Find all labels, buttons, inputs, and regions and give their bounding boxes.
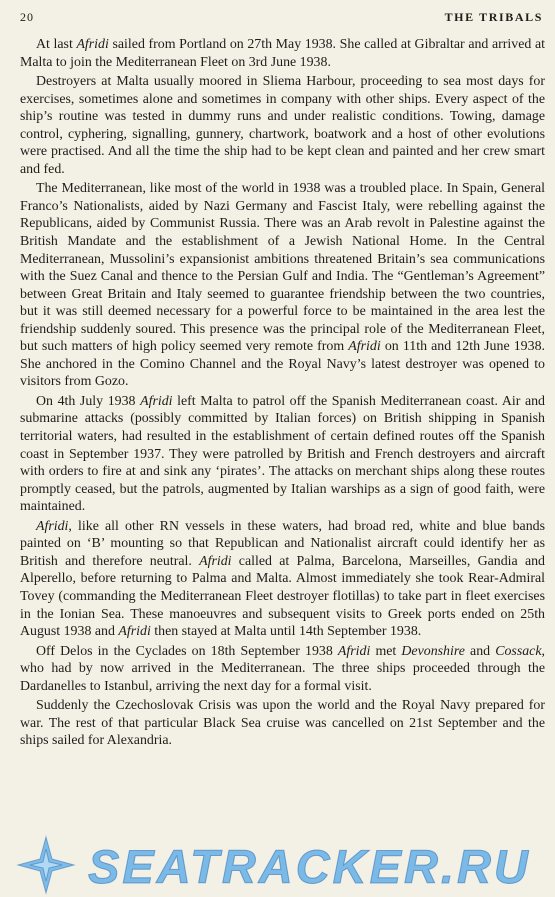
ship-name: Devonshire	[401, 643, 465, 659]
text-run: The Mediterranean, like most of the world in 1938 was a troubled place. In Spain, General Franco’s Nationalists, aided by Nazi Germany and Fascist Italy, were rebelling against the Republicans, aided by Communist Russia. There was an Arab revolt in Palestine against the British Mandate and the establishment of a Jewish National Home. In the Central Mediterranean, Mussolini’s expansionist ambitions threatened Britain’s sea communications with the Suez Canal and thence to the Persian Gulf and India. The “Gentleman’s Agreement” between Great Britain and Italy seemed to guarantee friendship between the two countries, but it was still deemed necessary for a powerful force to be maintained in the area lest the friendship suddenly soured. This presence was the principal role of the Mediterranean Fleet, but such matters of high policy seemed very remote from	[20, 181, 545, 355]
running-title: THE TRIBALS	[444, 10, 543, 24]
watermark-text: SEATRACKER.RU	[88, 840, 531, 893]
paragraph	[20, 643, 545, 696]
text-run: sailed from Portland on 27th May 1938. She called at Gibraltar and arrived at Malta to join the Mediterranean Fleet on 3rd June 1938.	[20, 37, 545, 70]
ship-name: Afridi	[337, 643, 371, 659]
text-run: then stayed at Malta until 14th September 1938.	[150, 624, 422, 640]
text-run: on 11th and 12th June 1938. She anchored in the Comino Channel and the Royal Navy’s latest destroyer was opened to visitors from Gozo.	[20, 339, 545, 390]
text-run: At last	[36, 37, 77, 52]
paragraph	[20, 36, 545, 71]
page-header	[20, 10, 543, 28]
paragraph	[20, 180, 545, 391]
ship-name: Afridi	[199, 553, 232, 569]
compass-star-icon	[6, 835, 96, 895]
ship-name: Cossack	[495, 643, 542, 659]
text-run: Destroyers at Malta usually moored in Sliema Harbour, proceeding to sea most days for exercises, sometimes alone and sometimes in company with other ships. Every aspect of the ship’s routine was tested in dummy runs and under realistic conditions. Towing, damage control, cyphering, signalling, gunnery, chartwork, boatwork and a host of other evolutions were practised. And all the time the ship had to be kept clean and painted and her crew smart and fed.	[20, 74, 545, 177]
ship-name: Afridi	[36, 518, 69, 534]
text-run: and	[464, 643, 496, 659]
watermark	[6, 835, 552, 895]
text-run: called at Palma, Barcelona, Marseilles, Gandia and Alperello, before returning to Palma and Malta. Almost immediately she took Rear-Admiral Tovey (commanding the Mediterranean Fleet destroyer flotillas) to take part in fleet exercises in the Ionian Sea. These manoeuvres and subsequent visits to Greek ports ended on 25th August 1938 and	[20, 553, 545, 640]
ship-name: Afridi	[118, 624, 151, 640]
text-run: On 4th July 1938	[36, 393, 141, 409]
paragraph	[20, 393, 545, 516]
paragraph	[20, 697, 545, 750]
ship-name: Afridi	[140, 393, 173, 409]
text-run: , like all other RN vessels in these waters, had broad red, white and blue bands painted on ‘B’ mounting so that Republican and Nationalist aircraft could identify her as British and therefore neutral.	[20, 518, 545, 569]
text-run: Suddenly the Czechoslovak Crisis was upon the world and the Royal Navy prepared for war. The rest of that particular Black Sea cruise was cancelled on 21st September and the ships sailed for Alexandria.	[20, 698, 545, 749]
ship-name: Afridi	[348, 339, 381, 355]
text-run: , who had by now arrived in the Mediterranean. The three ships proceeded through the Dardanelles to Istanbul, arriving the next day for a formal visit.	[20, 643, 545, 694]
paragraph	[20, 518, 545, 641]
text-run: left Malta to patrol off the Spanish Mediterranean coast. Air and submarine attacks (possibly committed by Italian forces) on British shipping in Spanish territorial waters, had resulted in the establishment of certain defined routes off the Spanish coast in September 1937. They were patrolled by British and French destroyers and aircraft with orders to fire at and sink any ‘pirates’. The attacks on merchant ships along these routes promptly ceased, but the patrols, augmented by Italian warships as a sign of good faith, were maintained.	[20, 393, 545, 515]
body-text	[20, 36, 545, 752]
ship-name: Afridi	[76, 37, 109, 52]
paragraph	[20, 73, 545, 178]
text-run: Off Delos in the Cyclades on 18th September 1938	[36, 643, 338, 659]
text-run: met	[370, 643, 402, 659]
page-number: 20	[20, 10, 34, 24]
